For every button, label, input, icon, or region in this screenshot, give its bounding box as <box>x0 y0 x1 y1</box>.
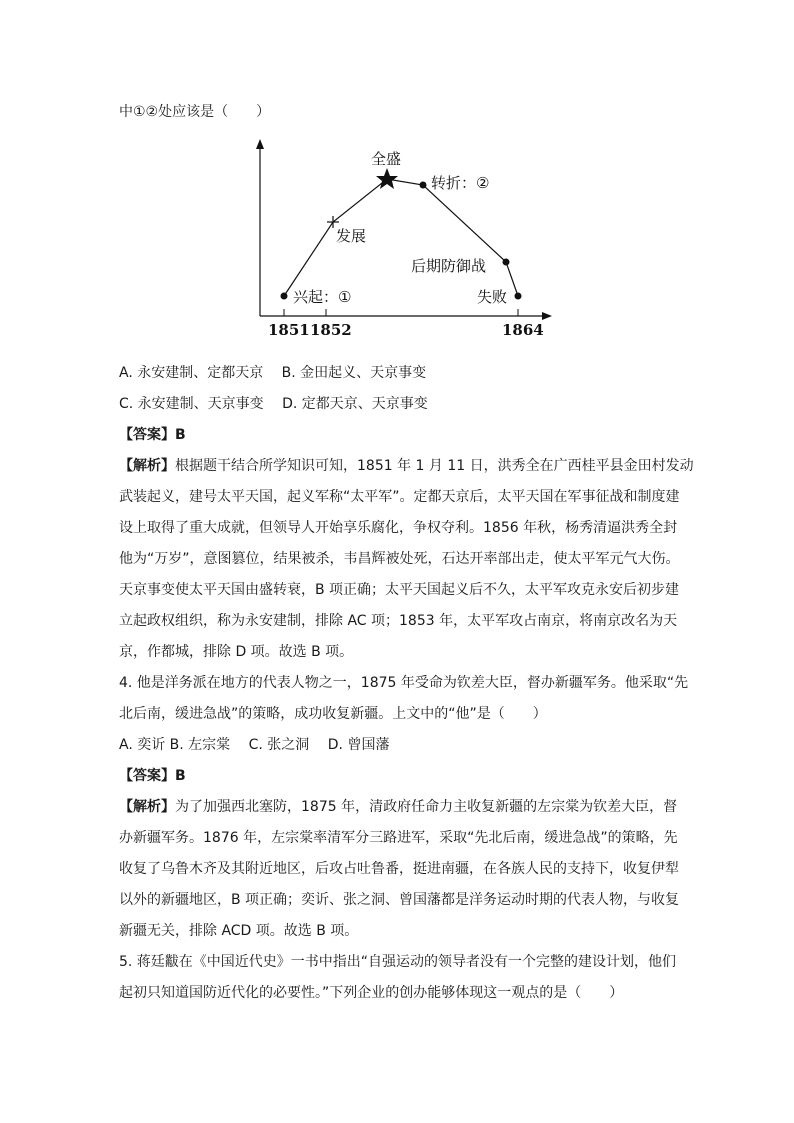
q3-analysis-line: 立起政权组织，称为永安建制，排除 AC 项；1853 年，太平军攻占南京，将南京改名为天 <box>119 613 678 629</box>
q4-options: A. 奕䜣 B. 左宗棠 C. 张之洞 D. 曾国藩 <box>119 737 390 753</box>
q4-analysis-line: 新疆无关，排除 ACD 项。故选 B 项。 <box>119 923 359 939</box>
fail-point <box>515 293 522 300</box>
q3-analysis-line: 设上取得了重大成就，但领导人开始享乐腐化，争权夺利。1856 年秋，杨秀清逼洪秀全封 <box>119 520 678 536</box>
q3-options-2: C. 永安建制、天京事变 D. 定都天京、天京事变 <box>119 396 428 412</box>
q4-stem: 4. 他是洋务派在地方的代表人物之一，1875 年受命为钦差大臣，督办新疆军务。他采取“先 <box>119 675 689 691</box>
x-axis-arrow <box>542 312 552 320</box>
turning-label: 转折：② <box>431 174 490 192</box>
q3-analysis-text: 根据题干结合所学知识可知，1851 年 1 月 11 日，洪秀全在广西桂平县金田村发动 <box>175 458 694 474</box>
q3-stem: 中①②处应该是（ ） <box>119 104 271 120</box>
develop-label: 发展 <box>336 227 367 245</box>
year-1864: 1864 <box>502 321 544 339</box>
rise-label: 兴起：① <box>293 288 352 306</box>
q3-analysis-line: 京，作都城，排除 D 项。故选 B 项。 <box>119 644 354 660</box>
fail-label: 失败 <box>477 288 508 306</box>
q3-options-1: A. 永安建制、定都天京 B. 金田起义、天京事变 <box>119 365 427 381</box>
y-axis-arrow <box>256 139 264 149</box>
q4-analysis-line: 以外的新疆地区，B 项正确；奕䜣、张之洞、曾国藩都是洋务运动时期的代表人物，与收复 <box>119 892 680 908</box>
peak-label: 全盛 <box>371 150 402 168</box>
q4-analysis-line: 办新疆军务。1876 年，左宗棠率清军分三路进军，采取“先北后南，缓进急战”的策略，先 <box>119 830 678 846</box>
q3-analysis-line: 他为“万岁”，意图篡位，结果被杀，韦昌辉被处死，石达开率部出走，使太平军元气大伤。 <box>119 551 680 567</box>
q3-analysis-line: 天京事变使太平天国由盛转衰，B 项正确；太平天国起义后不久，太平军攻克永安后初步建 <box>119 582 680 598</box>
turning-point <box>420 182 427 189</box>
late-defense-point <box>503 259 510 266</box>
q4-stem: 北后南，缓进急战”的策略，成功收复新疆。上文中的“他”是（ ） <box>119 706 547 722</box>
year-1852: 1852 <box>310 321 352 339</box>
q4-answer: 【答案】B <box>119 768 186 784</box>
q3-answer: 【答案】B <box>119 427 186 443</box>
q5-stem: 5. 蒋廷黻在《中国近代史》一书中指出“自强运动的领导者没有一个完整的建设计划，他们 <box>119 954 677 970</box>
q4-analysis-tag: 【解析】 <box>119 799 175 815</box>
year-1851: 1851 <box>268 321 310 339</box>
q3-analysis-line: 武装起义，建号太平天国，起义军称“太平军”。定都天京后，太平天国在军事征战和制度建 <box>119 489 680 505</box>
q4-analysis-line <box>119 797 677 817</box>
trend-line <box>284 179 518 296</box>
q3-analysis-line <box>119 456 694 476</box>
q5-stem: 起初只知道国防近代化的必要性。”下列企业的创办能够体现这一观点的是（ ） <box>119 985 624 1001</box>
q4-analysis-line: 收复了乌鲁木齐及其附近地区，后攻占吐鲁番，挺进南疆，在各族人民的支持下，收复伊犁 <box>119 861 679 877</box>
taiping-timeline-figure <box>250 135 560 345</box>
q3-analysis-tag: 【解析】 <box>119 458 175 474</box>
q4-analysis-text: 为了加强西北塞防，1875 年，清政府任命力主收复新疆的左宗棠为钦差大臣，督 <box>175 799 678 815</box>
late-defense-label: 后期防御战 <box>411 257 487 275</box>
rise-point <box>281 293 288 300</box>
